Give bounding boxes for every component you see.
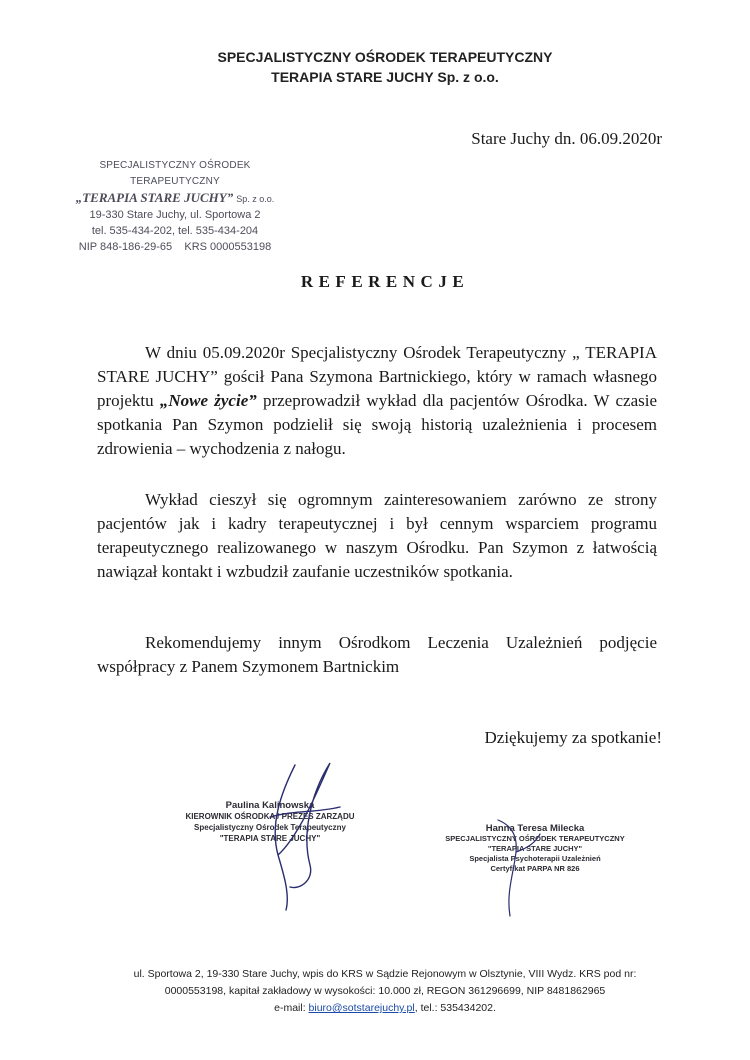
footer-phone: , tel.: 535434202. <box>414 1002 496 1014</box>
stamp-company-suffix: Sp. z o.o. <box>236 194 275 204</box>
footer <box>0 966 750 1017</box>
company-stamp <box>60 158 290 255</box>
paragraph-3 <box>97 631 657 679</box>
signatory-org-name-right: "TERAPIA STARE JUCHY" <box>487 844 583 853</box>
stamp-nip-krs: NIP 848-186-29-65 KRS 0000553198 <box>78 241 272 253</box>
footer-line2: 0000553198, kapitał zakładowy w wysokości: 10.000 zł, REGON 361296699, NIP 8481862965 <box>164 985 606 997</box>
paragraph-3-text: Rekomendujemy innym Ośrodkom Leczenia Uzależnień podjęcie współpracy z Panem Szymonem Bartnickim <box>97 633 657 676</box>
paragraph-1 <box>97 341 657 461</box>
signatory-certificate-right: Certyfikat PARPA NR 826 <box>490 864 580 873</box>
footer-email-link[interactable]: biuro@sotstarejuchy.pl <box>308 1002 415 1014</box>
project-name: „Nowe życie” <box>159 391 257 410</box>
stamp-phones: tel. 535-434-202, tel. 535-434-204 <box>91 225 259 237</box>
signatory-org-left: Specjalistyczny Ośrodek Terapeutyczny <box>194 823 346 832</box>
footer-line3 <box>0 1000 750 1017</box>
paragraph-1-text-b: przeprowadził wykład dla pacjentów Ośrodka. W czasie spotkania Pan Szymon podzielił się swoją historią uzależnienia i procesem zdrowienia – wychodzenia z nałogu. <box>97 391 658 458</box>
signatory-org-name-left: "TERAPIA STARE JUCHY" <box>219 834 321 843</box>
company-name-line2: TERAPIA STARE JUCHY Sp. z o.o. <box>271 69 499 85</box>
paragraph-2 <box>97 488 657 584</box>
signatory-title-right: Specjalista Psychoterapii Uzależnień <box>469 854 601 863</box>
paragraph-2-text: Wykład cieszył się ogromnym zainteresowaniem zarówno ze strony pacjentów jak i kadry terapeutycznej i był cennym wsparciem programu terapeutycznego realizowanego w naszym Ośrodku. Pan Szymon z łatwością nawiązał kontakt i wzbudził zaufanie uczestników spotkania. <box>97 490 657 581</box>
stamp-line2 <box>60 190 290 207</box>
signatory-title-left: KIEROWNIK OŚRODKA / PREZES ZARZĄDU <box>185 812 355 821</box>
signatory-name-left: Paulina Kalinowska <box>225 800 315 811</box>
signatory-name-right: Hanna Teresa Milecka <box>485 823 585 834</box>
stamp-company-name: „TERAPIA STARE JUCHY” <box>75 190 234 205</box>
place-and-date: Stare Juchy dn. 06.09.2020r <box>471 129 662 148</box>
signatory-org-right: SPECJALISTYCZNY OŚRODEK TERAPEUTYCZNY <box>445 834 625 843</box>
signature-block-left <box>160 800 380 844</box>
company-name-line1: SPECJALISTYCZNY OŚRODEK TERAPEUTYCZNY <box>217 49 553 65</box>
footer-email-label: e-mail: <box>274 1002 309 1014</box>
signature-block-right <box>420 824 650 874</box>
stamp-address: 19-330 Stare Juchy, ul. Sportowa 2 <box>89 209 261 221</box>
document-title: REFERENCJE <box>300 272 470 291</box>
paragraph-1-text-a: W dniu 05.09.2020r Specjalistyczny Ośrodek Terapeutyczny „ TERAPIA STARE JUCHY” gościł Pana Szymona Bartnickiego, który w ramach własnego projektu <box>97 343 657 410</box>
closing-thanks: Dziękujemy za spotkanie! <box>484 728 662 747</box>
footer-line1: ul. Sportowa 2, 19-330 Stare Juchy, wpis do KRS w Sądzie Rejonowym w Olsztynie, VIII Wydz. KRS pod nr: <box>133 968 637 980</box>
stamp-line1: SPECJALISTYCZNY OŚRODEK TERAPEUTYCZNY <box>99 160 251 187</box>
